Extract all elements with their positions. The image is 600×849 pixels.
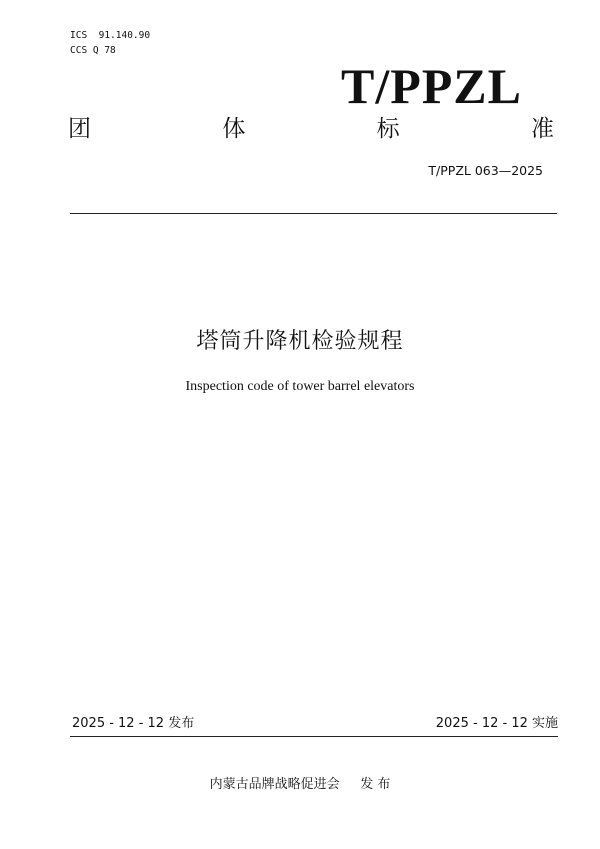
publisher: 内蒙古品牌战略促进会 发 布 (209, 777, 391, 792)
issue-date: 2025 - 12 - 12 发布 (72, 716, 195, 731)
document-title-zh: 塔筒升降机检验规程 (196, 329, 404, 354)
document-title-en: Inspection code of tower barrel elevators (185, 379, 415, 394)
bottom-divider (70, 736, 558, 737)
standard-type-char: 标 (376, 116, 400, 142)
top-divider (70, 213, 557, 214)
standard-type-char: 体 (222, 116, 246, 142)
standard-number: T/PPZL 063—2025 (428, 163, 543, 178)
standard-type-char: 团 (68, 116, 91, 142)
standard-type-heading (68, 113, 554, 145)
ccs-code: CCS Q 78 (70, 45, 116, 56)
standard-type-char: 准 (530, 116, 554, 142)
standard-logo: T/PPZL (340, 58, 522, 114)
ics-code: ICS 91.140.90 (70, 30, 151, 41)
implement-date: 2025 - 12 - 12 实施 (435, 716, 558, 731)
